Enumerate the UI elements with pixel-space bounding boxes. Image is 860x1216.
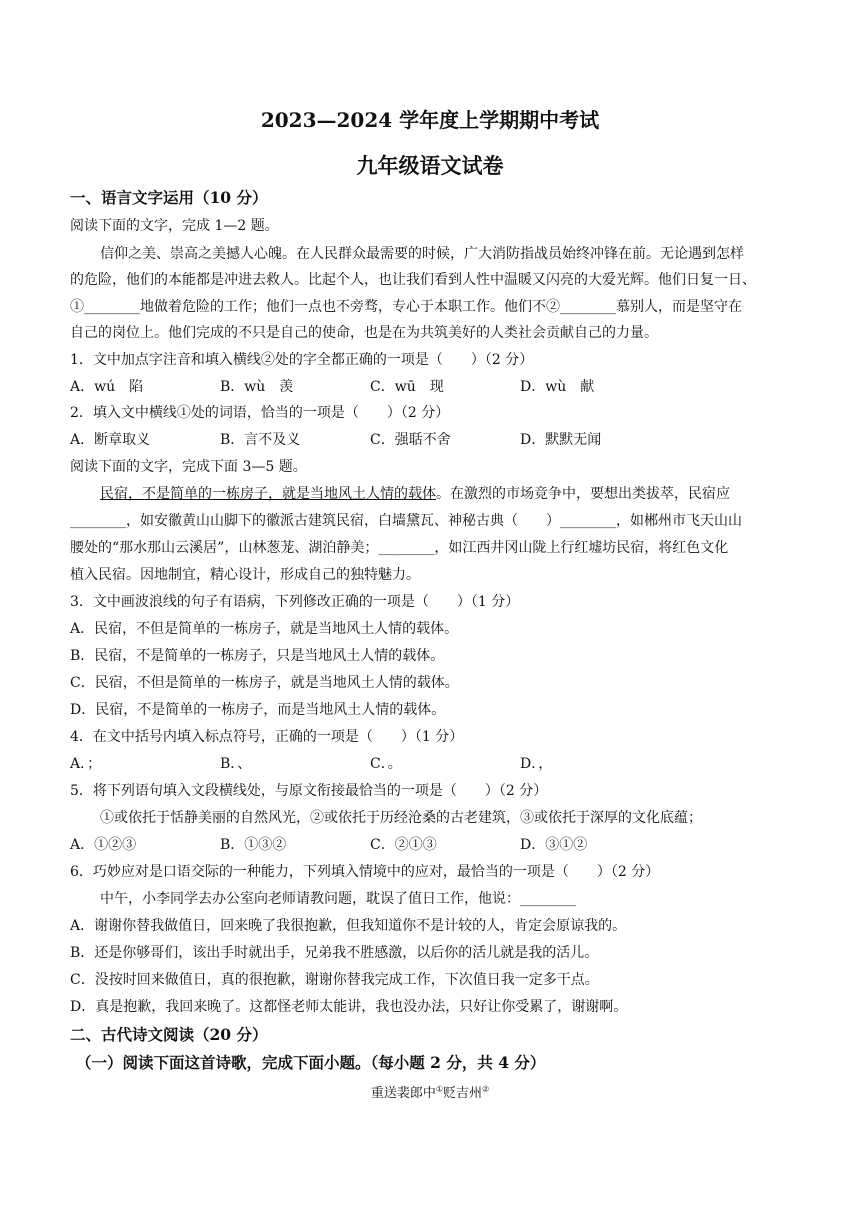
reading-intro-1: 阅读下面的文字，完成 1—2 题。 (70, 218, 279, 234)
exam-title: 2023—2024 学年度上学期期中考试 (260, 108, 600, 132)
passage-1-line-3: ①________地做着危险的工作；他们一点也不旁骛，专心于本职工作。他们不②________慕别人，而是坚守在 (70, 299, 742, 315)
passage-2-line-1-rest: 。在激烈的市场竞争中，要想出类拔萃，民宿应 (436, 486, 730, 502)
question-5-items: ①或依托于恬静美丽的自然风光，②或依托于历经沧桑的古老建筑，③或依托于深厚的文化底蕴； (100, 810, 702, 826)
footnote-marker-2: ② (482, 1084, 490, 1094)
question-4: 4．在文中括号内填入标点符号，正确的一项是（ ）（1 分） (70, 729, 464, 745)
section-1-heading: 一、语言文字运用（10 分） (70, 188, 268, 207)
poem-title (0, 1082, 860, 1101)
question-6-option-d: D．真是抱歉，我回来晚了。这都怪老师太能讲，我也没办法，只好让你受累了，谢谢啊。 (70, 999, 628, 1015)
option: A．； (70, 756, 102, 772)
question-6-option-a: A．谢谢你替我做值日，回来晚了我很抱歉，但我知道你不是计较的人，肯定会原谅我的。 (70, 918, 627, 934)
option: C．②①③ (370, 837, 437, 853)
question-3-option-c: C．民宿，不但是简单的一栋房子，就是当地风土人情的载体。 (70, 675, 459, 691)
question-5: 5．将下列语句填入文段横线处，与原文衔接最恰当的一项是（ ）（2 分） (70, 783, 548, 799)
passage-1-line-2: 的危险，他们的本能都是冲进去救人。比起个人，也让我们看到人性中温暖又闪亮的大爱光辉。他们日复一日、 (70, 272, 756, 288)
option: C．。 (370, 756, 402, 772)
section-2-heading: 二、古代诗文阅读（20 分） (70, 1025, 268, 1044)
question-1-options (70, 377, 800, 397)
passage-1-line-1: 信仰之美、崇高之美撼人心魄。在人民群众最需要的时候，广大消防指战员始终冲锋在前。无论遇到怎样 (100, 246, 744, 262)
exam-subtitle: 九年级语文试卷 (356, 153, 504, 178)
question-6: 6．巧妙应对是口语交际的一种能力，下列填入情境中的应对，最恰当的一项是（ ）（2 分） (70, 864, 660, 880)
passage-2-line-4: 植入民宿。因地制宜，精心设计，形成自己的独特魅力。 (70, 567, 420, 583)
question-4-options (70, 754, 800, 774)
passage-2-line-1 (100, 484, 800, 504)
option: C．wū 现 (370, 379, 444, 395)
question-6-option-b: B．还是你够哥们，该出手时就出手，兄弟我不胜感激，以后你的活儿就是我的活儿。 (70, 945, 599, 961)
passage-1-line-4: 自己的岗位上。他们完成的不只是自己的使命，也是在为共筑美好的人类社会贡献自己的力量。 (70, 325, 658, 341)
question-2-options (70, 430, 800, 450)
option: D．wù 献 (520, 379, 595, 395)
wavy-underlined-sentence: 民宿，不是简单的一栋房子，就是当地风土人情的载体 (100, 486, 436, 502)
option: B．、 (220, 756, 252, 772)
option: D．， (520, 756, 553, 772)
footnote-marker-1: ① (435, 1084, 443, 1094)
question-3: 3．文中画波浪线的句子有语病，下列修改正确的一项是（ ）（1 分） (70, 594, 520, 610)
question-1: 1．文中加点字注音和填入横线②处的字全都正确的一项是（ ）（2 分） (70, 352, 534, 368)
question-3-option-b: B．民宿，不是简单的一栋房子，只是当地风土人情的载体。 (70, 648, 445, 664)
question-6-context: 中午，小李同学去办公室向老师请教问题，耽误了值日工作，他说：________ (100, 891, 576, 907)
passage-2-line-2: ________，如安徽黄山山脚下的徽派古建筑民宿，白墙黛瓦、神秘古典（ ）________，如郴州市飞天山山 (70, 513, 742, 529)
option: B．①③② (220, 837, 287, 853)
option: D．③①② (520, 837, 588, 853)
option: A．①②③ (70, 837, 137, 853)
option: B．wù 羡 (220, 379, 294, 395)
question-3-option-d: D．民宿，不是简单的一栋房子，而是当地风土人情的载体。 (70, 702, 446, 718)
option: B．言不及义 (220, 432, 301, 448)
poem-title-part-2: 贬吉州 (443, 1086, 483, 1101)
option: C．强聒不舍 (370, 432, 451, 448)
question-2: 2．填入文中横线①处的词语，恰当的一项是（ ）（2 分） (70, 405, 450, 421)
reading-intro-2: 阅读下面的文字，完成下面 3—5 题。 (70, 459, 307, 475)
question-3-option-a: A．民宿，不但是简单的一栋房子，就是当地风土人情的载体。 (70, 621, 459, 637)
question-5-options (70, 835, 800, 855)
question-6-option-c: C．没按时回来做值日，真的很抱歉，谢谢你替我完成工作，下次值日我一定多干点。 (70, 972, 599, 988)
option: D．默默无闻 (520, 432, 602, 448)
option: A．wú 陷 (70, 379, 144, 395)
poem-title-part-1: 重送裴郎中 (370, 1086, 436, 1101)
section-2-subheading: （一）阅读下面这首诗歌，完成下面小题。（每小题 2 分，共 4 分） (76, 1053, 546, 1072)
option: A．断章取义 (70, 432, 151, 448)
passage-2-line-3: 腰处的“那水那山云溪居”，山林葱茏、湖泊静美；________，如江西井冈山陇上行红墟坊民宿，将红色文化 (70, 540, 729, 556)
